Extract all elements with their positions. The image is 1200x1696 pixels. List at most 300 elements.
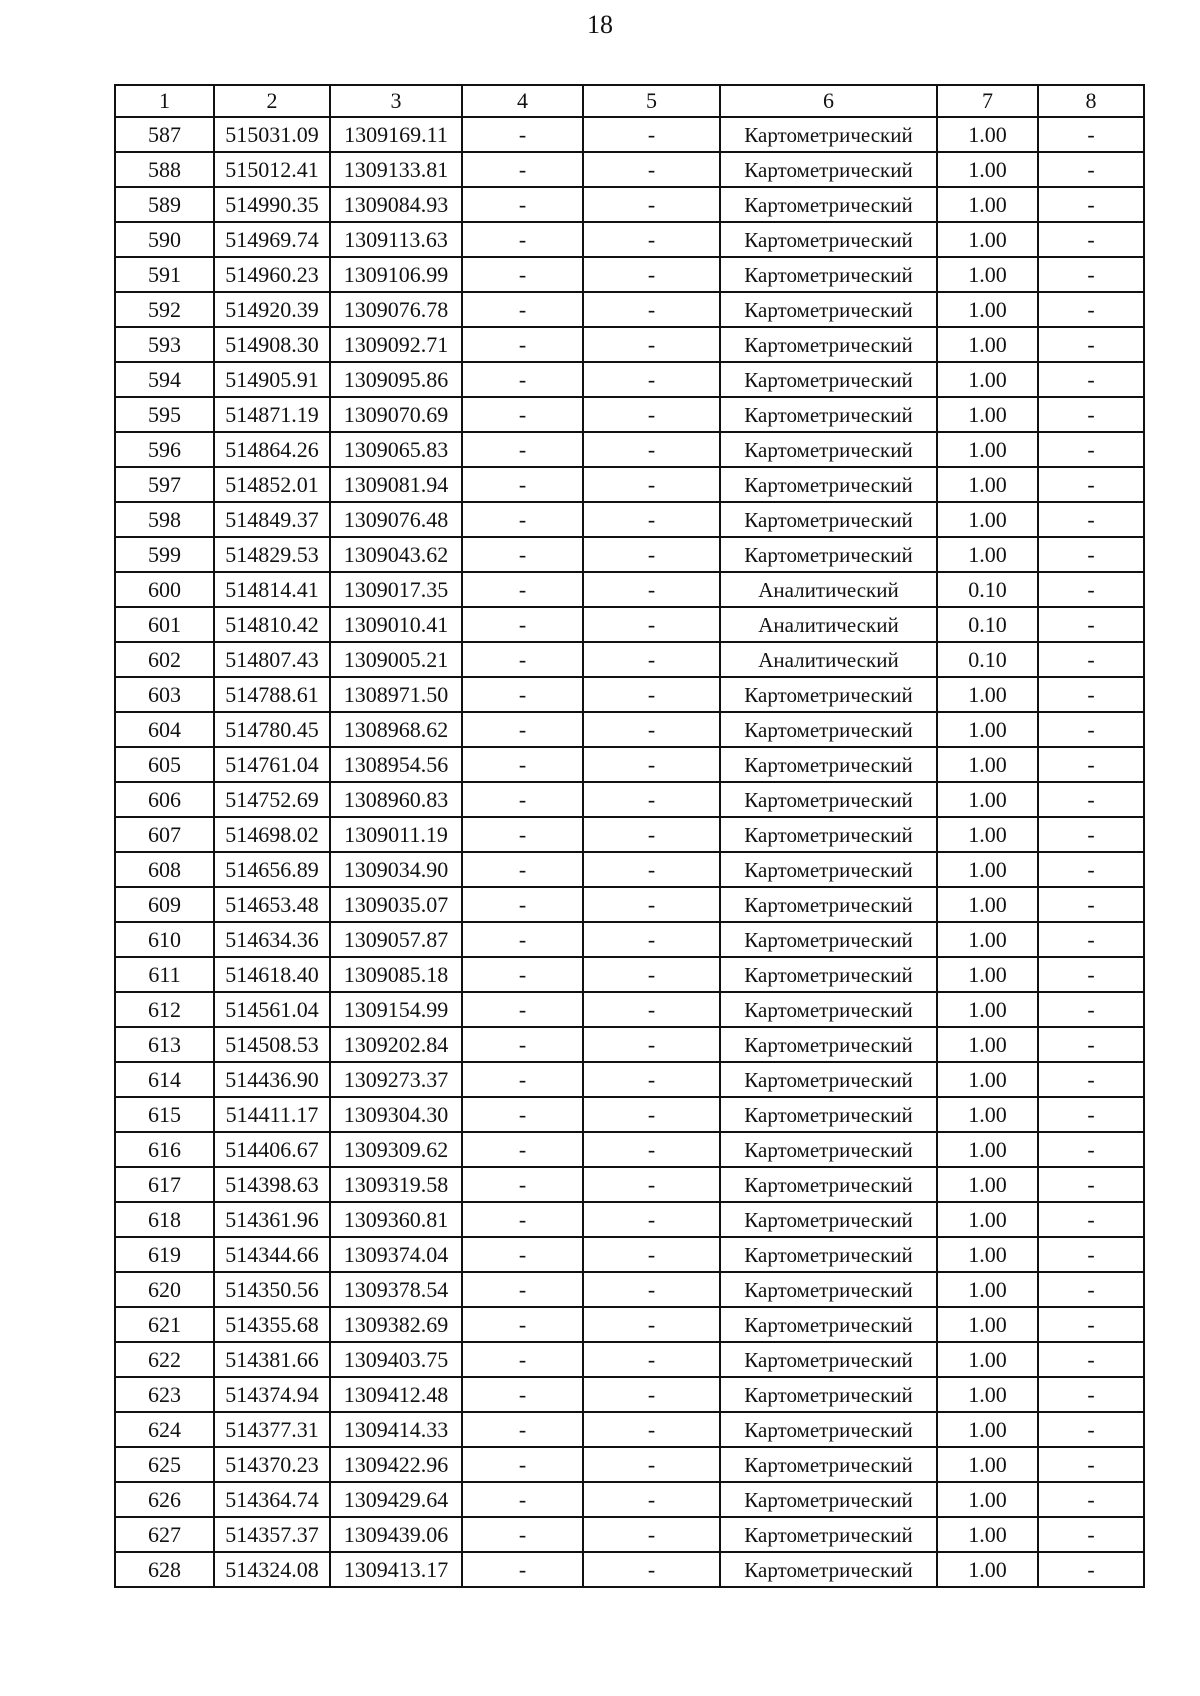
col8-cell: - <box>1038 1412 1144 1447</box>
col5-cell: - <box>583 1097 720 1132</box>
point-number-cell: 614 <box>115 1062 214 1097</box>
table-row <box>115 817 1144 852</box>
col5-cell: - <box>583 922 720 957</box>
x-coordinate-cell: 514381.66 <box>214 1342 330 1377</box>
col8-cell: - <box>1038 1272 1144 1307</box>
col8-cell: - <box>1038 852 1144 887</box>
table-row <box>115 1132 1144 1167</box>
point-number-cell: 626 <box>115 1482 214 1517</box>
col4-cell: - <box>462 502 583 537</box>
col8-cell: - <box>1038 1062 1144 1097</box>
x-coordinate-cell: 514814.41 <box>214 572 330 607</box>
y-coordinate-cell: 1309412.48 <box>330 1377 462 1412</box>
y-coordinate-cell: 1309011.19 <box>330 817 462 852</box>
accuracy-cell: 1.00 <box>937 257 1038 292</box>
point-number-cell: 597 <box>115 467 214 502</box>
col8-cell: - <box>1038 1167 1144 1202</box>
x-coordinate-cell: 514364.74 <box>214 1482 330 1517</box>
accuracy-cell: 1.00 <box>937 1342 1038 1377</box>
col5-cell: - <box>583 677 720 712</box>
method-cell: Картометрический <box>720 1552 937 1587</box>
point-number-cell: 625 <box>115 1447 214 1482</box>
method-cell: Картометрический <box>720 1062 937 1097</box>
col8-cell: - <box>1038 467 1144 502</box>
col5-cell: - <box>583 1377 720 1412</box>
col4-cell: - <box>462 1272 583 1307</box>
y-coordinate-cell: 1308960.83 <box>330 782 462 817</box>
point-number-cell: 601 <box>115 607 214 642</box>
table-row <box>115 152 1144 187</box>
table-row <box>115 607 1144 642</box>
col4-cell: - <box>462 607 583 642</box>
col5-cell: - <box>583 1132 720 1167</box>
col4-cell: - <box>462 1202 583 1237</box>
col5-cell: - <box>583 1237 720 1272</box>
method-cell: Картометрический <box>720 1447 937 1482</box>
y-coordinate-cell: 1309374.04 <box>330 1237 462 1272</box>
point-number-cell: 604 <box>115 712 214 747</box>
method-cell: Картометрический <box>720 152 937 187</box>
y-coordinate-cell: 1309035.07 <box>330 887 462 922</box>
col4-cell: - <box>462 152 583 187</box>
y-coordinate-cell: 1309154.99 <box>330 992 462 1027</box>
table-row <box>115 1412 1144 1447</box>
x-coordinate-cell: 514960.23 <box>214 257 330 292</box>
method-cell: Картометрический <box>720 817 937 852</box>
col8-cell: - <box>1038 992 1144 1027</box>
point-number-cell: 617 <box>115 1167 214 1202</box>
table-row <box>115 1097 1144 1132</box>
col5-cell: - <box>583 432 720 467</box>
col5-cell: - <box>583 1342 720 1377</box>
col8-cell: - <box>1038 537 1144 572</box>
y-coordinate-cell: 1309382.69 <box>330 1307 462 1342</box>
col4-cell: - <box>462 1482 583 1517</box>
point-number-cell: 606 <box>115 782 214 817</box>
col5-cell: - <box>583 1412 720 1447</box>
col8-cell: - <box>1038 817 1144 852</box>
x-coordinate-cell: 514436.90 <box>214 1062 330 1097</box>
col4-cell: - <box>462 852 583 887</box>
col5-cell: - <box>583 1027 720 1062</box>
col5-cell: - <box>583 747 720 782</box>
table-row <box>115 432 1144 467</box>
col4-cell: - <box>462 1027 583 1062</box>
method-cell: Картометрический <box>720 1202 937 1237</box>
y-coordinate-cell: 1309076.78 <box>330 292 462 327</box>
accuracy-cell: 1.00 <box>937 1167 1038 1202</box>
point-number-cell: 610 <box>115 922 214 957</box>
table-row <box>115 537 1144 572</box>
table-row <box>115 222 1144 257</box>
x-coordinate-cell: 514618.40 <box>214 957 330 992</box>
point-number-cell: 609 <box>115 887 214 922</box>
table-row <box>115 1202 1144 1237</box>
accuracy-cell: 1.00 <box>937 887 1038 922</box>
point-number-cell: 600 <box>115 572 214 607</box>
col8-cell: - <box>1038 1377 1144 1412</box>
point-number-cell: 593 <box>115 327 214 362</box>
coordinates-table <box>114 84 1145 1588</box>
x-coordinate-cell: 514374.94 <box>214 1377 330 1412</box>
col5-cell: - <box>583 712 720 747</box>
table-row <box>115 747 1144 782</box>
col5-cell: - <box>583 642 720 677</box>
col8-cell: - <box>1038 1097 1144 1132</box>
point-number-cell: 592 <box>115 292 214 327</box>
col8-cell: - <box>1038 222 1144 257</box>
col8-cell: - <box>1038 1027 1144 1062</box>
x-coordinate-cell: 514361.96 <box>214 1202 330 1237</box>
col8-cell: - <box>1038 712 1144 747</box>
table-row <box>115 1517 1144 1552</box>
accuracy-cell: 1.00 <box>937 992 1038 1027</box>
method-cell: Картометрический <box>720 1482 937 1517</box>
accuracy-cell: 1.00 <box>937 1552 1038 1587</box>
method-cell: Картометрический <box>720 1377 937 1412</box>
col8-cell: - <box>1038 362 1144 397</box>
x-coordinate-cell: 514969.74 <box>214 222 330 257</box>
table-row <box>115 1342 1144 1377</box>
col5-cell: - <box>583 537 720 572</box>
y-coordinate-cell: 1309010.41 <box>330 607 462 642</box>
col8-cell: - <box>1038 1237 1144 1272</box>
point-number-cell: 589 <box>115 187 214 222</box>
col5-cell: - <box>583 572 720 607</box>
col8-cell: - <box>1038 1342 1144 1377</box>
col8-cell: - <box>1038 292 1144 327</box>
col8-cell: - <box>1038 152 1144 187</box>
y-coordinate-cell: 1309202.84 <box>330 1027 462 1062</box>
accuracy-cell: 1.00 <box>937 467 1038 502</box>
col8-cell: - <box>1038 572 1144 607</box>
column-header: 2 <box>214 85 330 117</box>
method-cell: Картометрический <box>720 1412 937 1447</box>
table-header-row <box>115 85 1144 117</box>
accuracy-cell: 1.00 <box>937 1027 1038 1062</box>
y-coordinate-cell: 1309085.18 <box>330 957 462 992</box>
col8-cell: - <box>1038 887 1144 922</box>
x-coordinate-cell: 514810.42 <box>214 607 330 642</box>
accuracy-cell: 1.00 <box>937 187 1038 222</box>
method-cell: Аналитический <box>720 572 937 607</box>
col5-cell: - <box>583 1307 720 1342</box>
x-coordinate-cell: 514370.23 <box>214 1447 330 1482</box>
column-header: 1 <box>115 85 214 117</box>
x-coordinate-cell: 514324.08 <box>214 1552 330 1587</box>
col4-cell: - <box>462 1342 583 1377</box>
y-coordinate-cell: 1309169.11 <box>330 117 462 152</box>
accuracy-cell: 1.00 <box>937 152 1038 187</box>
method-cell: Картометрический <box>720 922 937 957</box>
table-row <box>115 1307 1144 1342</box>
col5-cell: - <box>583 467 720 502</box>
y-coordinate-cell: 1308954.56 <box>330 747 462 782</box>
point-number-cell: 602 <box>115 642 214 677</box>
col5-cell: - <box>583 1202 720 1237</box>
accuracy-cell: 1.00 <box>937 922 1038 957</box>
column-header: 5 <box>583 85 720 117</box>
col5-cell: - <box>583 327 720 362</box>
y-coordinate-cell: 1309043.62 <box>330 537 462 572</box>
col4-cell: - <box>462 327 583 362</box>
table-row <box>115 1027 1144 1062</box>
point-number-cell: 605 <box>115 747 214 782</box>
x-coordinate-cell: 514752.69 <box>214 782 330 817</box>
accuracy-cell: 1.00 <box>937 1377 1038 1412</box>
x-coordinate-cell: 514829.53 <box>214 537 330 572</box>
table-row <box>115 712 1144 747</box>
table-row <box>115 1167 1144 1202</box>
y-coordinate-cell: 1309081.94 <box>330 467 462 502</box>
point-number-cell: 591 <box>115 257 214 292</box>
table-body <box>115 117 1144 1587</box>
accuracy-cell: 1.00 <box>937 432 1038 467</box>
table-row <box>115 1482 1144 1517</box>
table-row <box>115 292 1144 327</box>
point-number-cell: 615 <box>115 1097 214 1132</box>
col8-cell: - <box>1038 1132 1144 1167</box>
method-cell: Картометрический <box>720 1342 937 1377</box>
point-number-cell: 627 <box>115 1517 214 1552</box>
col5-cell: - <box>583 1062 720 1097</box>
accuracy-cell: 1.00 <box>937 502 1038 537</box>
col4-cell: - <box>462 1097 583 1132</box>
method-cell: Картометрический <box>720 1272 937 1307</box>
col8-cell: - <box>1038 747 1144 782</box>
point-number-cell: 621 <box>115 1307 214 1342</box>
accuracy-cell: 0.10 <box>937 607 1038 642</box>
col4-cell: - <box>462 1517 583 1552</box>
column-header: 4 <box>462 85 583 117</box>
y-coordinate-cell: 1309414.33 <box>330 1412 462 1447</box>
method-cell: Картометрический <box>720 187 937 222</box>
col8-cell: - <box>1038 642 1144 677</box>
x-coordinate-cell: 514849.37 <box>214 502 330 537</box>
col5-cell: - <box>583 1167 720 1202</box>
col8-cell: - <box>1038 1447 1144 1482</box>
col8-cell: - <box>1038 187 1144 222</box>
accuracy-cell: 1.00 <box>937 292 1038 327</box>
col5-cell: - <box>583 222 720 257</box>
x-coordinate-cell: 514355.68 <box>214 1307 330 1342</box>
accuracy-cell: 0.10 <box>937 572 1038 607</box>
column-header: 3 <box>330 85 462 117</box>
col5-cell: - <box>583 397 720 432</box>
accuracy-cell: 0.10 <box>937 642 1038 677</box>
table-row <box>115 187 1144 222</box>
method-cell: Картометрический <box>720 957 937 992</box>
method-cell: Картометрический <box>720 747 937 782</box>
col4-cell: - <box>462 397 583 432</box>
col8-cell: - <box>1038 1517 1144 1552</box>
col8-cell: - <box>1038 257 1144 292</box>
x-coordinate-cell: 514398.63 <box>214 1167 330 1202</box>
col4-cell: - <box>462 712 583 747</box>
col5-cell: - <box>583 117 720 152</box>
table-row <box>115 922 1144 957</box>
accuracy-cell: 1.00 <box>937 327 1038 362</box>
point-number-cell: 588 <box>115 152 214 187</box>
col5-cell: - <box>583 502 720 537</box>
y-coordinate-cell: 1309106.99 <box>330 257 462 292</box>
method-cell: Картометрический <box>720 992 937 1027</box>
y-coordinate-cell: 1309113.63 <box>330 222 462 257</box>
table-row <box>115 1272 1144 1307</box>
accuracy-cell: 1.00 <box>937 712 1038 747</box>
accuracy-cell: 1.00 <box>937 1202 1038 1237</box>
accuracy-cell: 1.00 <box>937 957 1038 992</box>
table-row <box>115 327 1144 362</box>
col4-cell: - <box>462 1412 583 1447</box>
y-coordinate-cell: 1309133.81 <box>330 152 462 187</box>
accuracy-cell: 1.00 <box>937 1097 1038 1132</box>
col8-cell: - <box>1038 117 1144 152</box>
point-number-cell: 596 <box>115 432 214 467</box>
point-number-cell: 598 <box>115 502 214 537</box>
point-number-cell: 595 <box>115 397 214 432</box>
x-coordinate-cell: 514344.66 <box>214 1237 330 1272</box>
x-coordinate-cell: 514350.56 <box>214 1272 330 1307</box>
col5-cell: - <box>583 887 720 922</box>
x-coordinate-cell: 514908.30 <box>214 327 330 362</box>
x-coordinate-cell: 514864.26 <box>214 432 330 467</box>
col4-cell: - <box>462 677 583 712</box>
y-coordinate-cell: 1309092.71 <box>330 327 462 362</box>
accuracy-cell: 1.00 <box>937 1412 1038 1447</box>
col4-cell: - <box>462 1552 583 1587</box>
method-cell: Картометрический <box>720 1027 937 1062</box>
method-cell: Картометрический <box>720 1517 937 1552</box>
col5-cell: - <box>583 852 720 887</box>
accuracy-cell: 1.00 <box>937 747 1038 782</box>
method-cell: Картометрический <box>720 852 937 887</box>
accuracy-cell: 1.00 <box>937 1447 1038 1482</box>
x-coordinate-cell: 514508.53 <box>214 1027 330 1062</box>
x-coordinate-cell: 515031.09 <box>214 117 330 152</box>
point-number-cell: 603 <box>115 677 214 712</box>
accuracy-cell: 1.00 <box>937 1517 1038 1552</box>
col8-cell: - <box>1038 1552 1144 1587</box>
col4-cell: - <box>462 222 583 257</box>
y-coordinate-cell: 1309439.06 <box>330 1517 462 1552</box>
column-header: 8 <box>1038 85 1144 117</box>
method-cell: Картометрический <box>720 397 937 432</box>
method-cell: Картометрический <box>720 467 937 502</box>
x-coordinate-cell: 514807.43 <box>214 642 330 677</box>
method-cell: Картометрический <box>720 887 937 922</box>
page-number: 18 <box>587 10 613 39</box>
x-coordinate-cell: 514990.35 <box>214 187 330 222</box>
col4-cell: - <box>462 1237 583 1272</box>
table-row <box>115 1062 1144 1097</box>
y-coordinate-cell: 1309403.75 <box>330 1342 462 1377</box>
accuracy-cell: 1.00 <box>937 1272 1038 1307</box>
y-coordinate-cell: 1309273.37 <box>330 1062 462 1097</box>
x-coordinate-cell: 514406.67 <box>214 1132 330 1167</box>
table-row <box>115 117 1144 152</box>
method-cell: Картометрический <box>720 327 937 362</box>
method-cell: Картометрический <box>720 1097 937 1132</box>
point-number-cell: 623 <box>115 1377 214 1412</box>
col8-cell: - <box>1038 432 1144 467</box>
x-coordinate-cell: 514920.39 <box>214 292 330 327</box>
y-coordinate-cell: 1309319.58 <box>330 1167 462 1202</box>
table-row <box>115 362 1144 397</box>
col8-cell: - <box>1038 1482 1144 1517</box>
y-coordinate-cell: 1309429.64 <box>330 1482 462 1517</box>
table-row <box>115 1237 1144 1272</box>
accuracy-cell: 1.00 <box>937 1132 1038 1167</box>
method-cell: Картометрический <box>720 712 937 747</box>
col4-cell: - <box>462 1062 583 1097</box>
table-row <box>115 1377 1144 1412</box>
method-cell: Картометрический <box>720 1237 937 1272</box>
method-cell: Картометрический <box>720 782 937 817</box>
col8-cell: - <box>1038 1307 1144 1342</box>
y-coordinate-cell: 1309084.93 <box>330 187 462 222</box>
col8-cell: - <box>1038 327 1144 362</box>
col4-cell: - <box>462 1307 583 1342</box>
accuracy-cell: 1.00 <box>937 1237 1038 1272</box>
y-coordinate-cell: 1309065.83 <box>330 432 462 467</box>
col5-cell: - <box>583 1272 720 1307</box>
method-cell: Картометрический <box>720 502 937 537</box>
accuracy-cell: 1.00 <box>937 117 1038 152</box>
method-cell: Картометрический <box>720 677 937 712</box>
col8-cell: - <box>1038 677 1144 712</box>
point-number-cell: 587 <box>115 117 214 152</box>
table-row <box>115 677 1144 712</box>
col5-cell: - <box>583 992 720 1027</box>
col5-cell: - <box>583 1552 720 1587</box>
x-coordinate-cell: 514698.02 <box>214 817 330 852</box>
y-coordinate-cell: 1309017.35 <box>330 572 462 607</box>
method-cell: Картометрический <box>720 1167 937 1202</box>
y-coordinate-cell: 1308968.62 <box>330 712 462 747</box>
accuracy-cell: 1.00 <box>937 677 1038 712</box>
col8-cell: - <box>1038 782 1144 817</box>
x-coordinate-cell: 514780.45 <box>214 712 330 747</box>
x-coordinate-cell: 514634.36 <box>214 922 330 957</box>
col8-cell: - <box>1038 397 1144 432</box>
accuracy-cell: 1.00 <box>937 782 1038 817</box>
table-row <box>115 467 1144 502</box>
col5-cell: - <box>583 292 720 327</box>
x-coordinate-cell: 514761.04 <box>214 747 330 782</box>
point-number-cell: 611 <box>115 957 214 992</box>
col4-cell: - <box>462 747 583 782</box>
x-coordinate-cell: 514411.17 <box>214 1097 330 1132</box>
point-number-cell: 620 <box>115 1272 214 1307</box>
col4-cell: - <box>462 362 583 397</box>
y-coordinate-cell: 1309005.21 <box>330 642 462 677</box>
col4-cell: - <box>462 992 583 1027</box>
y-coordinate-cell: 1309422.96 <box>330 1447 462 1482</box>
accuracy-cell: 1.00 <box>937 362 1038 397</box>
point-number-cell: 613 <box>115 1027 214 1062</box>
method-cell: Картометрический <box>720 1132 937 1167</box>
method-cell: Аналитический <box>720 642 937 677</box>
col4-cell: - <box>462 817 583 852</box>
point-number-cell: 624 <box>115 1412 214 1447</box>
point-number-cell: 628 <box>115 1552 214 1587</box>
method-cell: Картометрический <box>720 117 937 152</box>
col5-cell: - <box>583 782 720 817</box>
col5-cell: - <box>583 187 720 222</box>
col8-cell: - <box>1038 502 1144 537</box>
col5-cell: - <box>583 1447 720 1482</box>
